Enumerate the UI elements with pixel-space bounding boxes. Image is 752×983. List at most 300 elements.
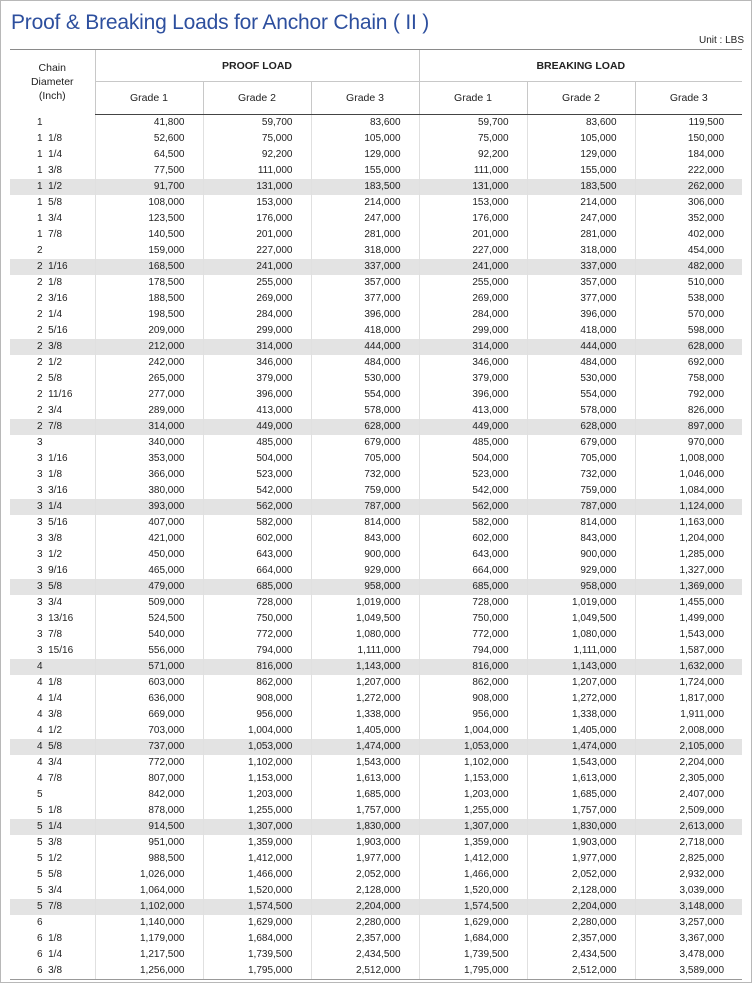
table-row [10,547,742,563]
breaking-grade-3-cell: 2,718,000 [635,835,742,851]
proof-grade-3-cell: 554,000 [311,387,419,403]
breaking-grade-2-cell: 814,000 [527,515,635,531]
proof-grade-2-cell: 504,000 [203,451,311,467]
breaking-grade-3-cell: 692,000 [635,355,742,371]
proof-grade-1-cell: 807,000 [95,771,203,787]
proof-grade-3-cell: 318,000 [311,243,419,259]
breaking-grade-2-cell: 281,000 [527,227,635,243]
breaking-grade-2-cell: 1,685,000 [527,787,635,803]
proof-grade-2-cell: 728,000 [203,595,311,611]
breaking-grade-3-cell: 1,499,000 [635,611,742,627]
breaking-grade-3-cell: 1,285,000 [635,547,742,563]
proof-grade-3-cell: 1,111,000 [311,643,419,659]
proof-grade-3-cell: 418,000 [311,323,419,339]
breaking-grade-3-cell: 2,105,000 [635,739,742,755]
proof-grade-2-cell: 956,000 [203,707,311,723]
table-row [10,963,742,980]
breaking-grade-2-cell: 759,000 [527,483,635,499]
breaking-grade-2-cell: 958,000 [527,579,635,595]
table-row [10,147,742,163]
breaking-grade-2-cell: 1,143,000 [527,659,635,675]
chain-diameter-cell: 1 5/8 [37,197,63,208]
proof-grade-1-cell: 393,000 [95,499,203,515]
proof-grade-1-cell: 123,500 [95,211,203,227]
table-row [10,931,742,947]
proof-grade-2-cell: 908,000 [203,691,311,707]
breaking-grade-1-cell: 643,000 [419,547,527,563]
proof-grade-3-cell: 1,613,000 [311,771,419,787]
table-row [10,403,742,419]
proof-grade-1-cell: 140,500 [95,227,203,243]
proof-grade-3-cell: 628,000 [311,419,419,435]
proof-grade-2-cell: 1,307,000 [203,819,311,835]
breaking-grade-1-cell: 542,000 [419,483,527,499]
breaking-grade-3-header: Grade 3 [635,82,742,115]
chain-diameter-cell: 3 3/4 [37,597,63,608]
breaking-grade-3-cell: 1,124,000 [635,499,742,515]
breaking-grade-3-cell: 2,509,000 [635,803,742,819]
breaking-grade-2-cell: 1,613,000 [527,771,635,787]
chain-diameter-cell: 4 1/4 [37,693,63,704]
proof-grade-1-cell: 380,000 [95,483,203,499]
proof-grade-3-cell: 183,500 [311,179,419,195]
proof-grade-1-cell: 421,000 [95,531,203,547]
chain-diameter-cell: 3 3/8 [37,533,63,544]
breaking-grade-3-cell: 1,084,000 [635,483,742,499]
table-row [10,675,742,691]
breaking-grade-1-cell: 1,739,500 [419,947,527,963]
proof-load-header: PROOF LOAD [95,50,419,82]
proof-grade-2-cell: 396,000 [203,387,311,403]
proof-grade-3-cell: 679,000 [311,435,419,451]
chain-diameter-cell: 2 5/8 [37,373,63,384]
proof-grade-2-cell: 562,000 [203,499,311,515]
breaking-grade-1-cell: 201,000 [419,227,527,243]
proof-grade-1-cell: 289,000 [95,403,203,419]
table-row [10,819,742,835]
breaking-grade-1-cell: 523,000 [419,467,527,483]
chain-diameter-cell: 3 [37,437,43,448]
proof-grade-3-cell: 2,357,000 [311,931,419,947]
breaking-grade-3-cell: 402,000 [635,227,742,243]
breaking-grade-3-cell: 3,589,000 [635,963,742,980]
chain-diameter-cell: 5 3/4 [37,885,63,896]
proof-grade-3-cell: 1,338,000 [311,707,419,723]
page-title: Proof & Breaking Loads for Anchor Chain ( II ) [11,11,430,34]
chain-diameter-cell: 4 3/4 [37,757,63,768]
chain-diameter-cell: 2 1/2 [37,357,63,368]
breaking-grade-1-cell: 1,359,000 [419,835,527,851]
breaking-grade-1-cell: 1,629,000 [419,915,527,931]
breaking-grade-3-cell: 1,817,000 [635,691,742,707]
proof-grade-2-cell: 816,000 [203,659,311,675]
proof-grade-3-cell: 705,000 [311,451,419,467]
breaking-grade-3-cell: 510,000 [635,275,742,291]
chain-diameter-cell: 5 5/8 [37,869,63,880]
proof-grade-2-cell: 794,000 [203,643,311,659]
table-row [10,499,742,515]
proof-grade-1-cell: 540,000 [95,627,203,643]
breaking-grade-3-cell: 454,000 [635,243,742,259]
breaking-grade-1-cell: 862,000 [419,675,527,691]
breaking-grade-1-cell: 1,255,000 [419,803,527,819]
breaking-grade-1-cell: 1,412,000 [419,851,527,867]
proof-grade-3-cell: 814,000 [311,515,419,531]
proof-grade-3-cell: 732,000 [311,467,419,483]
breaking-grade-1-cell: 299,000 [419,323,527,339]
header-group-row [10,50,742,82]
table-row [10,739,742,755]
breaking-grade-2-cell: 1,830,000 [527,819,635,835]
proof-grade-1-cell: 340,000 [95,435,203,451]
breaking-grade-2-cell: 1,272,000 [527,691,635,707]
chain-diameter-cell: 2 3/16 [37,293,68,304]
proof-grade-3-cell: 281,000 [311,227,419,243]
breaking-grade-2-cell: 105,000 [527,131,635,147]
breaking-grade-3-cell: 1,163,000 [635,515,742,531]
breaking-grade-1-cell: 346,000 [419,355,527,371]
table-row [10,915,742,931]
proof-grade-3-cell: 1,830,000 [311,819,419,835]
table-row [10,515,742,531]
breaking-grade-2-cell: 2,357,000 [527,931,635,947]
breaking-grade-3-cell: 1,632,000 [635,659,742,675]
breaking-load-header: BREAKING LOAD [419,50,742,82]
proof-grade-3-cell: 1,757,000 [311,803,419,819]
table-row [10,227,742,243]
table-row [10,627,742,643]
breaking-grade-3-cell: 2,932,000 [635,867,742,883]
chain-label-line1: Chain [38,62,66,75]
proof-grade-2-cell: 602,000 [203,531,311,547]
table-row [10,179,742,195]
table-row [10,371,742,387]
breaking-grade-3-cell: 1,204,000 [635,531,742,547]
proof-grade-3-cell: 530,000 [311,371,419,387]
breaking-grade-1-cell: 449,000 [419,419,527,435]
proof-grade-1-cell: 1,140,000 [95,915,203,931]
breaking-grade-2-header: Grade 2 [527,82,635,115]
table-row [10,947,742,963]
proof-grade-3-cell: 2,434,500 [311,947,419,963]
breaking-grade-2-cell: 1,474,000 [527,739,635,755]
breaking-grade-1-cell: 504,000 [419,451,527,467]
proof-grade-2-cell: 485,000 [203,435,311,451]
proof-grade-3-cell: 1,080,000 [311,627,419,643]
proof-grade-3-cell: 357,000 [311,275,419,291]
breaking-grade-1-cell: 728,000 [419,595,527,611]
breaking-grade-3-cell: 2,613,000 [635,819,742,835]
breaking-grade-2-cell: 418,000 [527,323,635,339]
table-body [10,115,742,980]
table-row [10,691,742,707]
proof-grade-1-cell: 242,000 [95,355,203,371]
proof-grade-1-cell: 772,000 [95,755,203,771]
table-row [10,131,742,147]
breaking-grade-1-cell: 1,153,000 [419,771,527,787]
proof-grade-2-cell: 1,574,500 [203,899,311,915]
breaking-grade-3-cell: 826,000 [635,403,742,419]
proof-grade-1-cell: 108,000 [95,195,203,211]
breaking-grade-2-cell: 444,000 [527,339,635,355]
table-row [10,467,742,483]
breaking-grade-1-cell: 772,000 [419,627,527,643]
breaking-grade-2-cell: 2,052,000 [527,867,635,883]
table-row [10,163,742,179]
breaking-grade-3-cell: 3,257,000 [635,915,742,931]
chain-diameter-header [10,50,95,115]
breaking-grade-1-cell: 1,466,000 [419,867,527,883]
proof-grade-3-cell: 2,128,000 [311,883,419,899]
breaking-grade-2-cell: 530,000 [527,371,635,387]
breaking-grade-3-cell: 1,911,000 [635,707,742,723]
chain-diameter-cell: 6 1/8 [37,933,63,944]
table-row [10,867,742,883]
chain-diameter-cell: 3 15/16 [37,645,74,656]
chain-diameter-cell: 3 5/8 [10,579,95,595]
breaking-grade-1-cell: 131,000 [419,179,527,195]
breaking-grade-2-cell: 1,207,000 [527,675,635,691]
chain-diameter-cell: 4 1/2 [37,725,63,736]
proof-grade-2-cell: 314,000 [203,339,311,355]
breaking-grade-2-cell: 900,000 [527,547,635,563]
table-row [10,419,742,435]
header-grade-row [10,82,742,115]
proof-grade-2-cell: 299,000 [203,323,311,339]
chain-diameter-cell: 3 1/2 [37,549,63,560]
breaking-grade-1-cell: 485,000 [419,435,527,451]
breaking-grade-3-cell: 897,000 [635,419,742,435]
proof-grade-3-cell: 484,000 [311,355,419,371]
table-row [10,755,742,771]
proof-grade-1-cell: 159,000 [95,243,203,259]
breaking-grade-3-cell: 2,825,000 [635,851,742,867]
chain-diameter-cell: 1 3/4 [37,213,63,224]
chain-diameter-cell: 4 5/8 [10,739,95,755]
breaking-grade-3-cell: 570,000 [635,307,742,323]
proof-grade-2-cell: 772,000 [203,627,311,643]
breaking-grade-1-cell: 685,000 [419,579,527,595]
table-row [10,707,742,723]
chain-diameter-cell: 1 7/8 [37,229,63,240]
proof-grade-3-cell: 1,474,000 [311,739,419,755]
proof-grade-2-cell: 1,629,000 [203,915,311,931]
table-row [10,883,742,899]
breaking-grade-2-cell: 2,128,000 [527,883,635,899]
breaking-grade-3-cell: 3,039,000 [635,883,742,899]
chain-diameter-cell: 3 9/16 [37,565,68,576]
breaking-grade-3-cell: 758,000 [635,371,742,387]
breaking-grade-3-cell: 1,327,000 [635,563,742,579]
proof-grade-2-cell: 750,000 [203,611,311,627]
proof-grade-1-cell: 1,102,000 [95,899,203,915]
breaking-grade-1-cell: 1,102,000 [419,755,527,771]
proof-grade-2-cell: 413,000 [203,403,311,419]
table-row [10,259,742,275]
table-row [10,595,742,611]
breaking-grade-1-cell: 1,203,000 [419,787,527,803]
proof-grade-1-cell: 465,000 [95,563,203,579]
table-row [10,355,742,371]
breaking-grade-3-cell: 1,724,000 [635,675,742,691]
breaking-grade-1-cell: 255,000 [419,275,527,291]
proof-grade-3-cell: 1,272,000 [311,691,419,707]
proof-grade-2-cell: 449,000 [203,419,311,435]
chain-diameter-cell: 3 1/16 [37,453,68,464]
proof-grade-1-cell: 188,500 [95,291,203,307]
breaking-grade-1-cell: 1,795,000 [419,963,527,980]
proof-grade-2-cell: 685,000 [203,579,311,595]
breaking-grade-2-cell: 2,204,000 [527,899,635,915]
breaking-grade-3-cell: 306,000 [635,195,742,211]
proof-grade-1-cell: 314,000 [95,419,203,435]
chain-diameter-cell: 5 1/8 [37,805,63,816]
breaking-grade-1-cell: 92,200 [419,147,527,163]
proof-grade-3-cell: 787,000 [311,499,419,515]
breaking-grade-1-cell: 75,000 [419,131,527,147]
proof-grade-1-cell: 353,000 [95,451,203,467]
proof-grade-3-cell: 929,000 [311,563,419,579]
proof-grade-1-cell: 951,000 [95,835,203,851]
proof-grade-3-cell: 155,000 [311,163,419,179]
proof-grade-3-cell: 1,049,500 [311,611,419,627]
breaking-grade-2-cell: 83,600 [527,115,635,132]
proof-grade-2-cell: 284,000 [203,307,311,323]
chain-diameter-cell: 3 1/4 [10,499,95,515]
table-row [10,659,742,675]
proof-grade-3-cell: 2,204,000 [311,899,419,915]
breaking-grade-2-cell: 396,000 [527,307,635,323]
chain-diameter-cell: 5 7/8 [10,899,95,915]
breaking-grade-2-cell: 2,280,000 [527,915,635,931]
table-row [10,291,742,307]
breaking-grade-2-cell: 1,080,000 [527,627,635,643]
proof-grade-2-cell: 1,255,000 [203,803,311,819]
table-row [10,563,742,579]
proof-grade-2-cell: 153,000 [203,195,311,211]
breaking-grade-3-cell: 628,000 [635,339,742,355]
breaking-grade-3-cell: 3,148,000 [635,899,742,915]
breaking-grade-2-cell: 1,405,000 [527,723,635,739]
proof-grade-2-cell: 582,000 [203,515,311,531]
breaking-grade-1-cell: 396,000 [419,387,527,403]
breaking-grade-2-cell: 2,434,500 [527,947,635,963]
proof-grade-1-cell: 1,179,000 [95,931,203,947]
proof-grade-1-cell: 77,500 [95,163,203,179]
proof-grade-1-cell: 524,500 [95,611,203,627]
proof-grade-1-cell: 450,000 [95,547,203,563]
table-row [10,579,742,595]
chain-diameter-cell: 1 1/8 [37,133,63,144]
proof-grade-2-cell: 523,000 [203,467,311,483]
proof-grade-3-cell: 900,000 [311,547,419,563]
breaking-grade-2-cell: 628,000 [527,419,635,435]
proof-grade-2-cell: 1,795,000 [203,963,311,980]
breaking-grade-1-cell: 153,000 [419,195,527,211]
proof-grade-1-cell: 407,000 [95,515,203,531]
proof-grade-1-cell: 988,500 [95,851,203,867]
breaking-grade-3-cell: 1,008,000 [635,451,742,467]
proof-grade-2-cell: 269,000 [203,291,311,307]
proof-grade-1-cell: 479,000 [95,579,203,595]
breaking-grade-1-cell: 176,000 [419,211,527,227]
chain-diameter-cell: 2 1/16 [10,259,95,275]
loads-table [10,49,742,980]
proof-grade-3-cell: 83,600 [311,115,419,132]
chain-diameter-cell: 5 1/4 [10,819,95,835]
chain-diameter-cell: 2 3/4 [37,405,63,416]
proof-grade-1-cell: 1,217,500 [95,947,203,963]
proof-grade-2-cell: 1,739,500 [203,947,311,963]
breaking-grade-1-cell: 1,684,000 [419,931,527,947]
chain-diameter-cell: 5 3/8 [37,837,63,848]
proof-grade-2-cell: 1,102,000 [203,755,311,771]
table-row [10,243,742,259]
table-row [10,851,742,867]
proof-grade-2-cell: 1,053,000 [203,739,311,755]
proof-grade-3-cell: 843,000 [311,531,419,547]
proof-grade-1-cell: 198,500 [95,307,203,323]
proof-grade-1-cell: 669,000 [95,707,203,723]
chain-diameter-cell: 5 [37,789,43,800]
proof-grade-1-cell: 366,000 [95,467,203,483]
chain-label-line3: (Inch) [38,90,66,103]
breaking-grade-1-cell: 794,000 [419,643,527,659]
breaking-grade-3-cell: 262,000 [635,179,742,195]
breaking-grade-1-cell: 1,520,000 [419,883,527,899]
table-row [10,195,742,211]
breaking-grade-1-cell: 241,000 [419,259,527,275]
chain-diameter-cell: 4 3/8 [37,709,63,720]
breaking-grade-1-cell: 284,000 [419,307,527,323]
proof-grade-2-cell: 379,000 [203,371,311,387]
breaking-grade-2-cell: 1,757,000 [527,803,635,819]
proof-grade-2-cell: 227,000 [203,243,311,259]
proof-grade-2-cell: 1,004,000 [203,723,311,739]
breaking-grade-1-cell: 111,000 [419,163,527,179]
proof-grade-1-cell: 212,000 [95,339,203,355]
breaking-grade-3-cell: 119,500 [635,115,742,132]
table-row [10,611,742,627]
proof-grade-2-cell: 1,359,000 [203,835,311,851]
proof-grade-1-cell: 265,000 [95,371,203,387]
breaking-grade-2-cell: 1,977,000 [527,851,635,867]
proof-grade-2-cell: 1,520,000 [203,883,311,899]
breaking-grade-2-cell: 1,049,500 [527,611,635,627]
breaking-grade-3-cell: 3,478,000 [635,947,742,963]
chain-diameter-cell: 3 3/16 [37,485,68,496]
proof-grade-1-cell: 636,000 [95,691,203,707]
breaking-grade-2-cell: 155,000 [527,163,635,179]
proof-grade-1-cell: 603,000 [95,675,203,691]
chain-diameter-cell: 2 11/16 [37,389,73,400]
chain-diameter-cell: 3 1/8 [37,469,63,480]
proof-grade-3-cell: 1,143,000 [311,659,419,675]
proof-grade-2-cell: 241,000 [203,259,311,275]
proof-grade-3-cell: 2,052,000 [311,867,419,883]
breaking-grade-2-cell: 318,000 [527,243,635,259]
breaking-grade-2-cell: 679,000 [527,435,635,451]
chain-diameter-cell: 6 1/4 [37,949,63,960]
table-header [10,50,742,115]
breaking-grade-2-cell: 1,543,000 [527,755,635,771]
breaking-grade-3-cell: 2,204,000 [635,755,742,771]
proof-grade-2-cell: 176,000 [203,211,311,227]
chain-diameter-cell: 1 [37,116,43,128]
proof-grade-1-cell: 168,500 [95,259,203,275]
breaking-grade-3-cell: 1,369,000 [635,579,742,595]
chain-diameter-cell: 1 1/2 [10,179,95,195]
